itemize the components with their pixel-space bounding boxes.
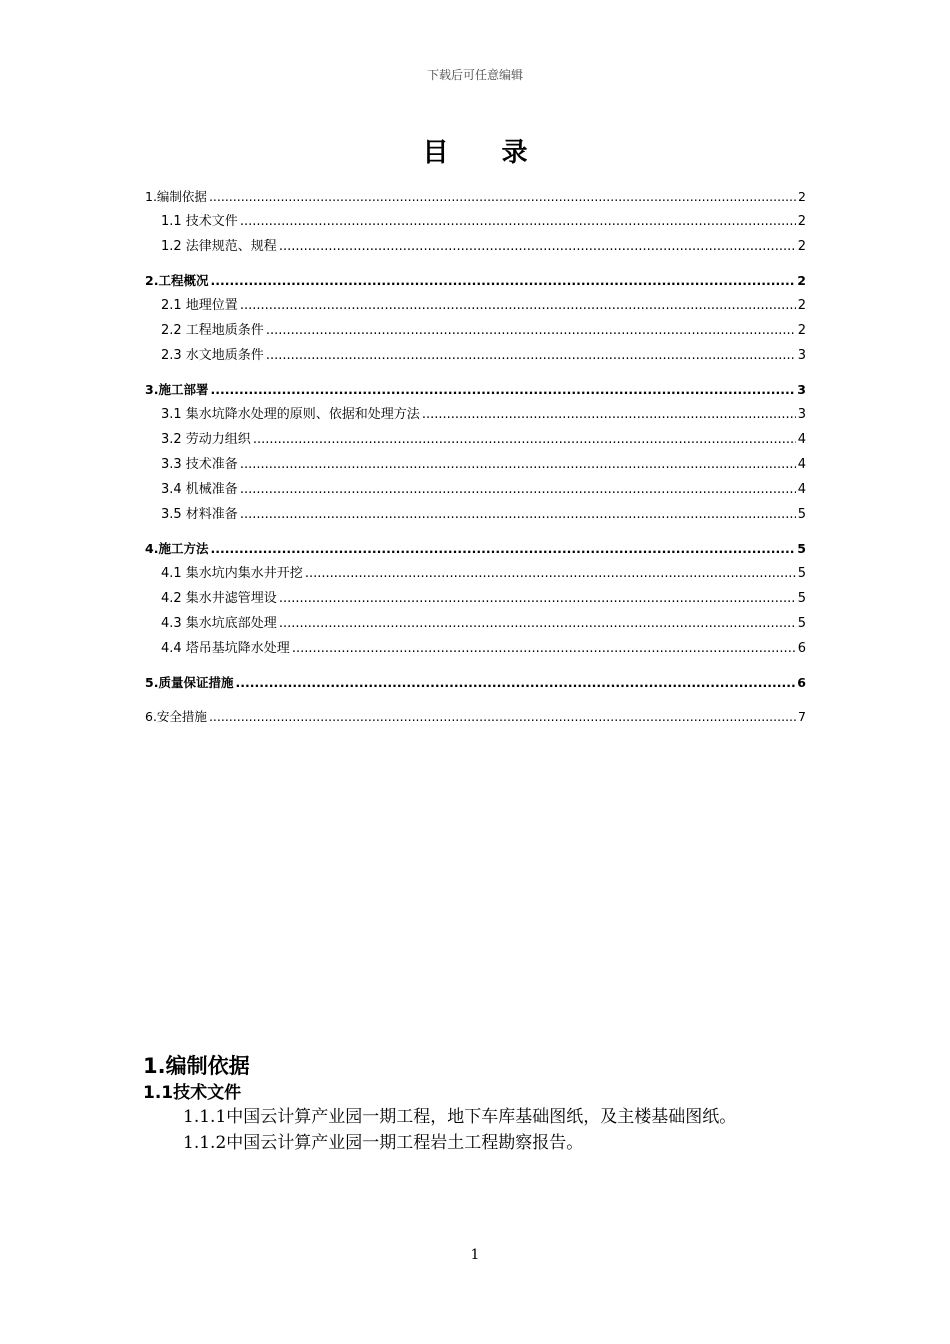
- toc-entry-page: 3: [797, 407, 806, 422]
- toc-entry[interactable]: [145, 402, 806, 427]
- toc-entry[interactable]: [145, 536, 806, 561]
- toc-entry[interactable]: [145, 234, 806, 259]
- toc-entry-page: 5: [797, 566, 806, 581]
- toc-entry-label: 4.2 集水井滤管埋设: [161, 591, 277, 606]
- toc-entry-label: 2.3 水文地质条件: [161, 348, 264, 363]
- toc-entry-label: 3.2 劳动力组织: [161, 432, 251, 447]
- toc-leader-dots: [209, 184, 796, 209]
- toc-entry[interactable]: [145, 343, 806, 368]
- toc-entry-label: 1.编制依据: [145, 189, 207, 204]
- toc-entry-page: 2: [798, 189, 806, 204]
- toc-gap: [145, 661, 806, 670]
- toc-entry[interactable]: [145, 184, 806, 209]
- toc-leader-dots: [210, 536, 795, 561]
- toc-entry-page: 2: [797, 298, 806, 313]
- toc-entry[interactable]: [145, 704, 806, 729]
- toc-leader-dots: [279, 611, 796, 636]
- paragraph: 1.1.2中国云计算产业园一期工程岩土工程勘察报告。: [183, 1133, 584, 1153]
- toc-entry-label: 3.5 材料准备: [161, 507, 238, 522]
- toc-entry-page: 4: [797, 482, 806, 497]
- toc-leader-dots: [210, 377, 795, 402]
- toc-entry-page: 2: [797, 214, 806, 229]
- toc-leader-dots: [240, 293, 796, 318]
- table-of-contents: [145, 184, 806, 729]
- paragraph: 1.1.1中国云计算产业园一期工程，地下车库基础图纸，及主楼基础图纸。: [183, 1107, 737, 1127]
- toc-entry[interactable]: [145, 427, 806, 452]
- toc-entry-label: 5.质量保证措施: [145, 675, 234, 690]
- toc-entry[interactable]: [145, 209, 806, 234]
- toc-gap: [145, 695, 806, 704]
- toc-entry-label: 3.4 机械准备: [161, 482, 238, 497]
- toc-entry-label: 3.1 集水坑降水处理的原则、依据和处理方法: [161, 407, 420, 422]
- toc-entry-page: 4: [797, 432, 806, 447]
- toc-gap: [145, 527, 806, 536]
- toc-entry-page: 6: [797, 641, 806, 656]
- toc-entry-label: 2.2 工程地质条件: [161, 323, 264, 338]
- toc-entry-page: 2: [797, 323, 806, 338]
- toc-gap: [145, 259, 806, 268]
- toc-entry[interactable]: [145, 561, 806, 586]
- toc-entry[interactable]: [145, 611, 806, 636]
- toc-leader-dots: [240, 209, 796, 234]
- toc-entry-page: 4: [797, 457, 806, 472]
- toc-entry-label: 6.安全措施: [145, 709, 207, 724]
- toc-leader-dots: [305, 561, 796, 586]
- toc-entry-label: 1.1 技术文件: [161, 214, 238, 229]
- toc-leader-dots: [235, 670, 795, 695]
- toc-leader-dots: [210, 268, 795, 293]
- toc-entry-label: 4.1 集水坑内集水井开挖: [161, 566, 303, 581]
- header-note: 下载后可任意编辑: [426, 68, 523, 82]
- toc-entry-label: 3.3 技术准备: [161, 457, 238, 472]
- toc-entry-page: 2: [797, 273, 806, 288]
- toc-leader-dots: [266, 343, 796, 368]
- toc-gap: [145, 368, 806, 377]
- toc-entry-page: 5: [797, 541, 806, 556]
- toc-leader-dots: [422, 402, 796, 427]
- toc-entry-page: 5: [797, 616, 806, 631]
- toc-entry[interactable]: [145, 502, 806, 527]
- page-number: 1: [470, 1247, 480, 1263]
- toc-entry-label: 4.施工方法: [145, 541, 209, 556]
- toc-leader-dots: [279, 234, 796, 259]
- section-heading: 1.编制依据: [143, 1054, 250, 1078]
- subsection-heading: 1.1技术文件: [143, 1083, 242, 1103]
- toc-entry-page: 2: [797, 239, 806, 254]
- toc-entry[interactable]: [145, 636, 806, 661]
- toc-entry[interactable]: [145, 452, 806, 477]
- toc-entry-label: 4.3 集水坑底部处理: [161, 616, 277, 631]
- toc-title: 目 录: [422, 138, 550, 168]
- toc-leader-dots: [279, 586, 796, 611]
- toc-leader-dots: [240, 452, 796, 477]
- toc-entry[interactable]: [145, 670, 806, 695]
- toc-entry-page: 3: [797, 382, 806, 397]
- toc-entry-label: 2.工程概况: [145, 273, 209, 288]
- toc-entry[interactable]: [145, 318, 806, 343]
- toc-leader-dots: [240, 477, 796, 502]
- toc-entry-label: 4.4 塔吊基坑降水处理: [161, 641, 290, 656]
- toc-leader-dots: [266, 318, 796, 343]
- toc-leader-dots: [209, 704, 796, 729]
- toc-entry[interactable]: [145, 377, 806, 402]
- toc-entry-page: 3: [797, 348, 806, 363]
- toc-leader-dots: [240, 502, 796, 527]
- toc-entry-page: 5: [797, 507, 806, 522]
- toc-entry-label: 1.2 法律规范、规程: [161, 239, 277, 254]
- toc-entry[interactable]: [145, 477, 806, 502]
- toc-entry-page: 5: [797, 591, 806, 606]
- toc-entry[interactable]: [145, 268, 806, 293]
- toc-entry-label: 3.施工部署: [145, 382, 209, 397]
- toc-entry-label: 2.1 地理位置: [161, 298, 238, 313]
- toc-leader-dots: [253, 427, 796, 452]
- toc-entry-page: 7: [798, 709, 806, 724]
- toc-leader-dots: [292, 636, 796, 661]
- toc-entry[interactable]: [145, 586, 806, 611]
- toc-entry[interactable]: [145, 293, 806, 318]
- toc-entry-page: 6: [797, 675, 806, 690]
